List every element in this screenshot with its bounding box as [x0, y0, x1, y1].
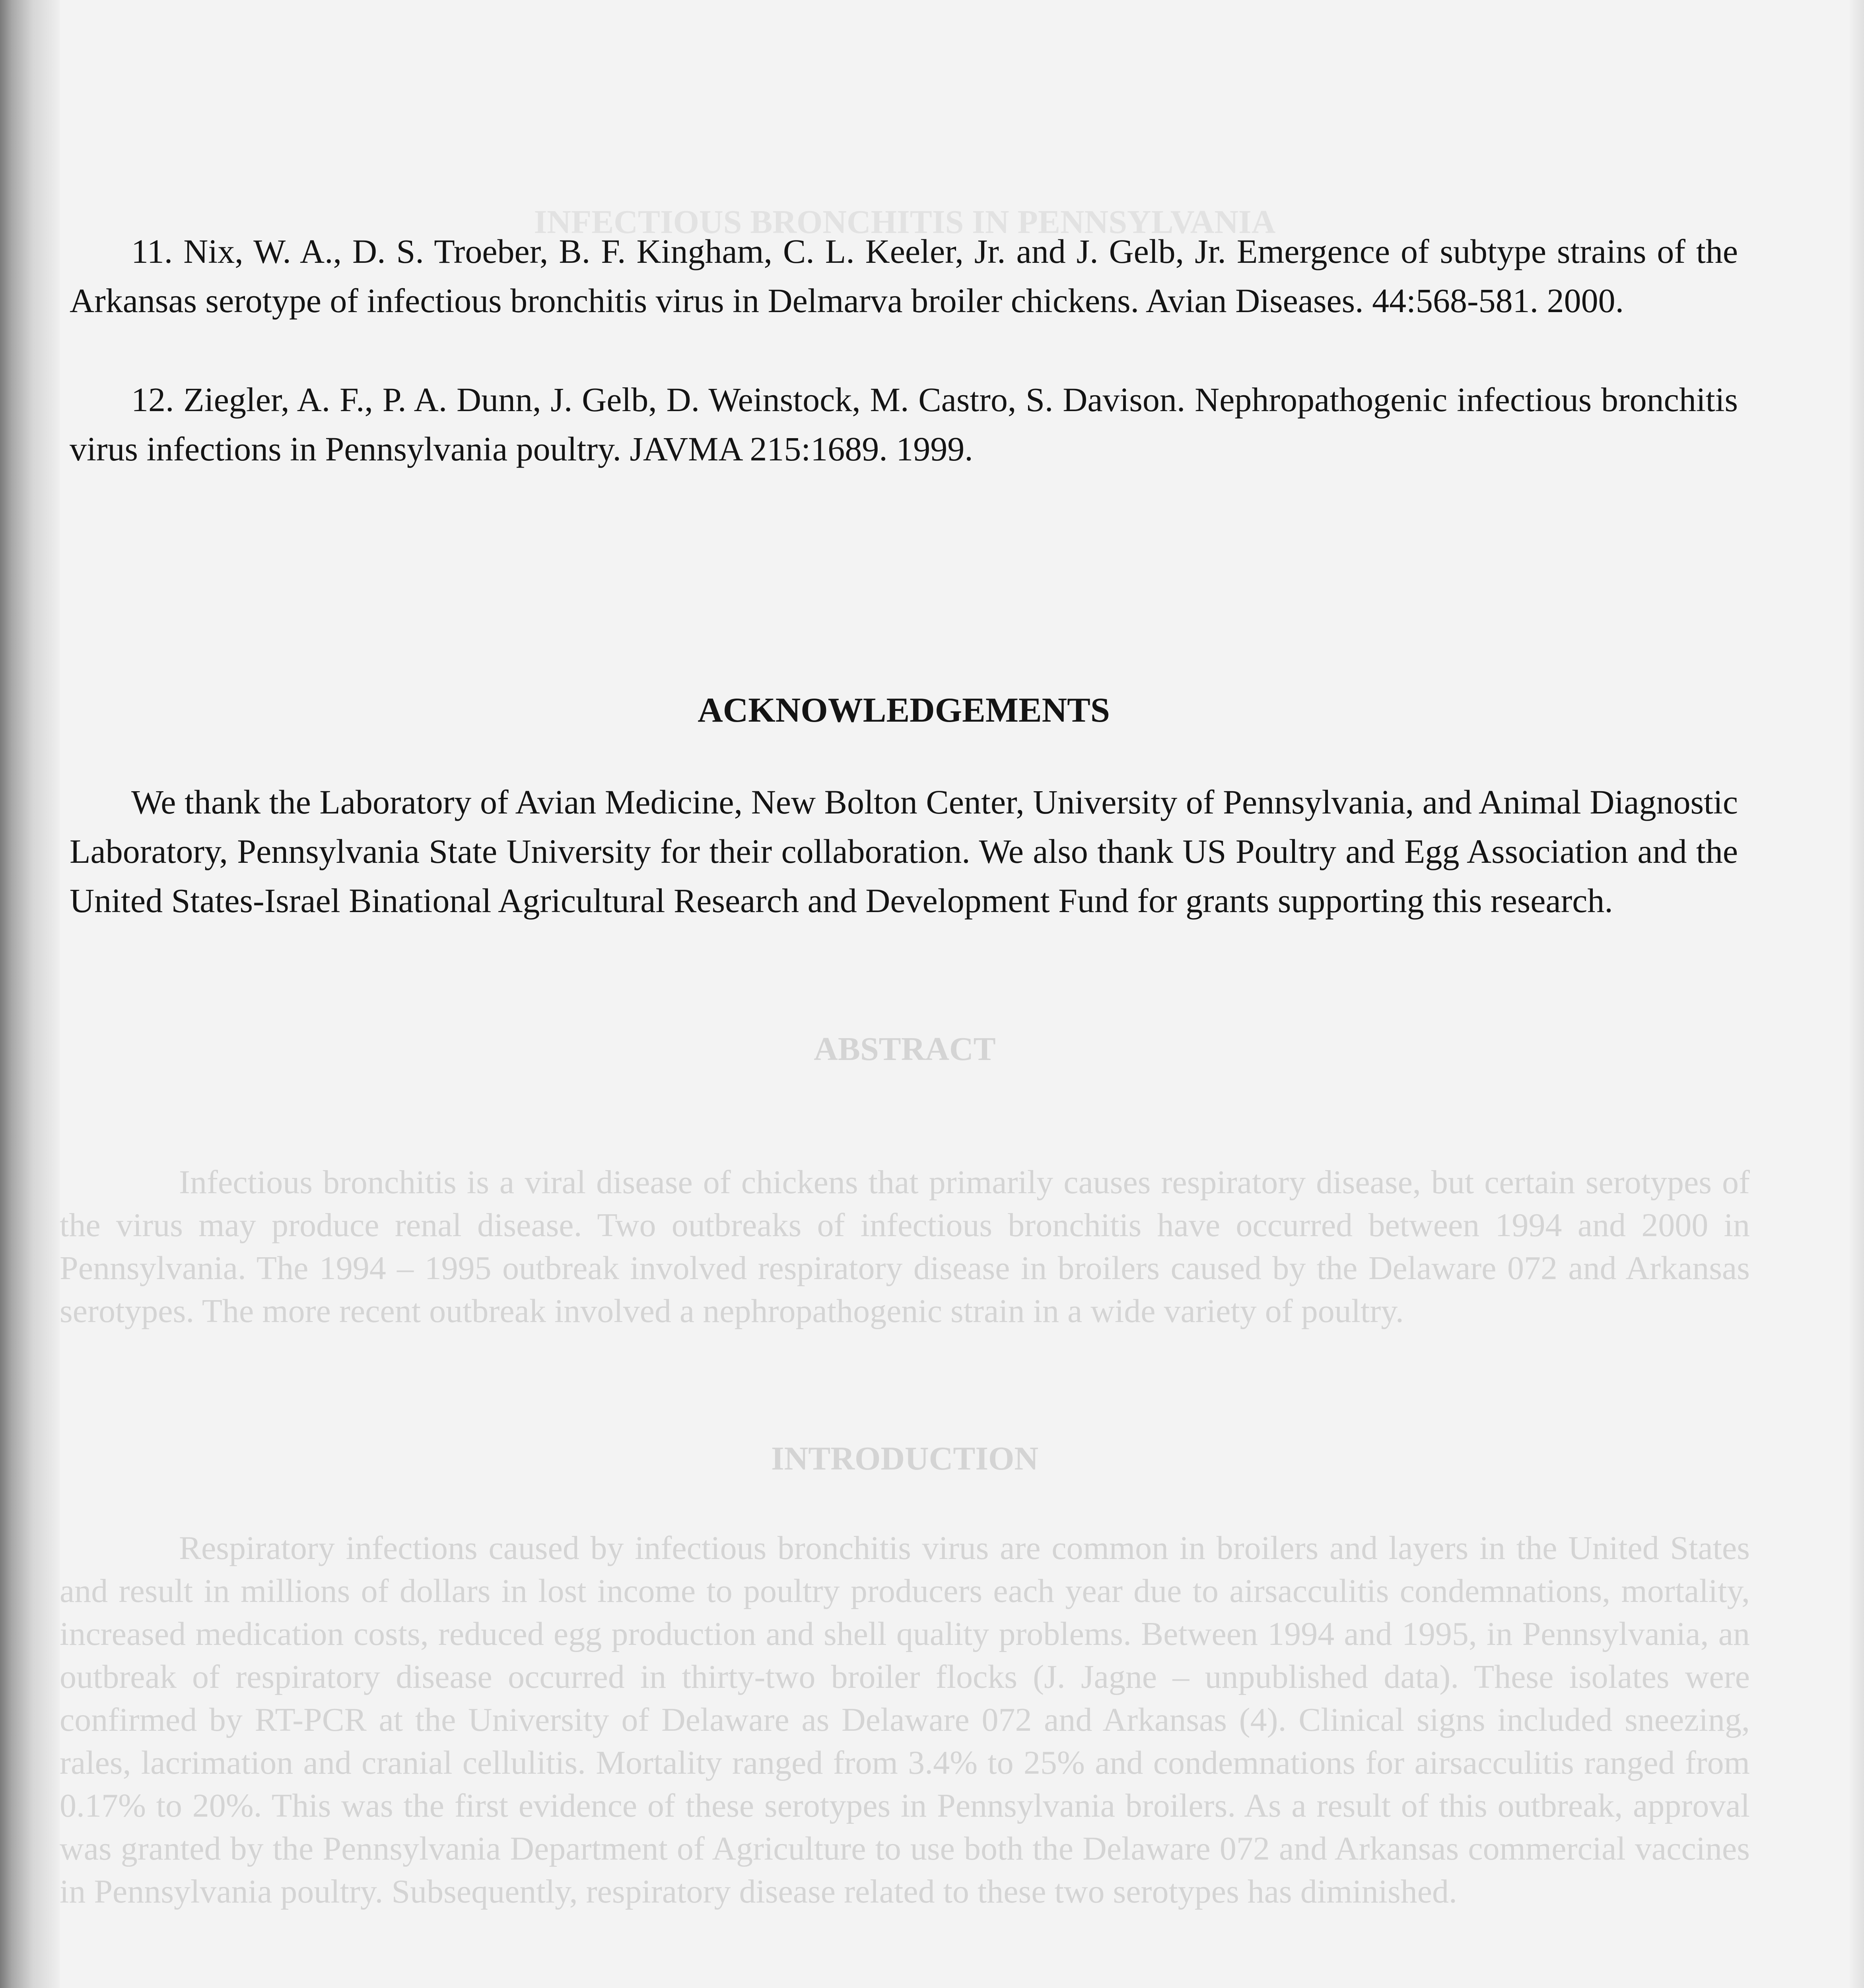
show-through-introduction-heading: INTRODUCTION [771, 1440, 1039, 1477]
reference-text: 11. Nix, W. A., D. S. Troeber, B. F. Kingham, C. L. Keeler, Jr. and J. Gelb, Jr. Emergence of subtype strains of the Arkansas serotype of infectious bronchitis virus in Delmarva broiler chickens. Avian Diseases. 44:568-581. 2000. [70, 232, 1738, 320]
show-through-abstract-heading: ABSTRACT [814, 1031, 996, 1068]
reference-item-11 [70, 227, 1738, 325]
show-through-abstract-text: Infectious bronchitis is a viral disease of chickens that primarily causes respiratory disease, but certain serotypes of the virus may produce renal disease. Two outbreaks of infectious bronchitis have occurred between 1994 and 2000 in Pennsylvania. The 1994 – 1995 outbreak involved respiratory disease in broilers caused by the Delaware 072 and Arkansas serotypes. The more recent outbreak involved a nephropathogenic strain in a wide variety of poultry. [60, 1164, 1750, 1330]
reference-item-12 [70, 375, 1738, 474]
reference-list [70, 227, 1738, 523]
show-through-title: INFECTIOUS BRONCHITIS IN PENNSYLVANIA [534, 204, 1276, 241]
acknowledgements-heading: ACKNOWLEDGEMENTS [698, 691, 1110, 730]
page-edge-shadow [1848, 0, 1864, 1988]
reference-text: 12. Ziegler, A. F., P. A. Dunn, J. Gelb, D. Weinstock, M. Castro, S. Davison. Nephropathogenic infectious bronchitis virus infections in Pennsylvania poultry. JAVMA 215:1689. 1999. [70, 381, 1738, 468]
acknowledgements-section [70, 777, 1738, 925]
acknowledgements-paragraph: We thank the Laboratory of Avian Medicine, New Bolton Center, University of Pennsylvania, and Animal Diagnostic Laboratory, Pennsylvania State University for their collaboration. We also thank US Poultry and Egg Association and the United States-Israel Binational Agricultural Research and Development Fund for grants supporting this research. [70, 783, 1738, 920]
show-through-introduction-paragraph-1: Respiratory infections caused by infectious bronchitis virus are common in broilers and layers in the United States and result in millions of dollars in lost income to poultry producers each year due to airsacculitis condemnations, mortality, increased medication costs, reduced egg production and shell quality problems. Between 1994 and 1995, in Pennsylvania, an outbreak of respiratory disease occurred in thirty-two broiler flocks (J. Jagne – unpublished data). These isolates were confirmed by RT-PCR at the University of Delaware as Delaware 072 and Arkansas (4). Clinical signs included sneezing, rales, lacrimation and cranial cellulitis. Mortality ranged from 3.4% to 25% and condemnations for airsacculitis ranged from 0.17% to 20%. This was the first evidence of these serotypes in Pennsylvania broilers. As a result of this outbreak, approval was granted by the Pennsylvania Department of Agriculture to use both the Delaware 072 and Arkansas commercial vaccines in Pennsylvania poultry. Subsequently, respiratory disease related to these two serotypes has diminished. [60, 1530, 1750, 1910]
page-binding-shadow [0, 0, 60, 1988]
